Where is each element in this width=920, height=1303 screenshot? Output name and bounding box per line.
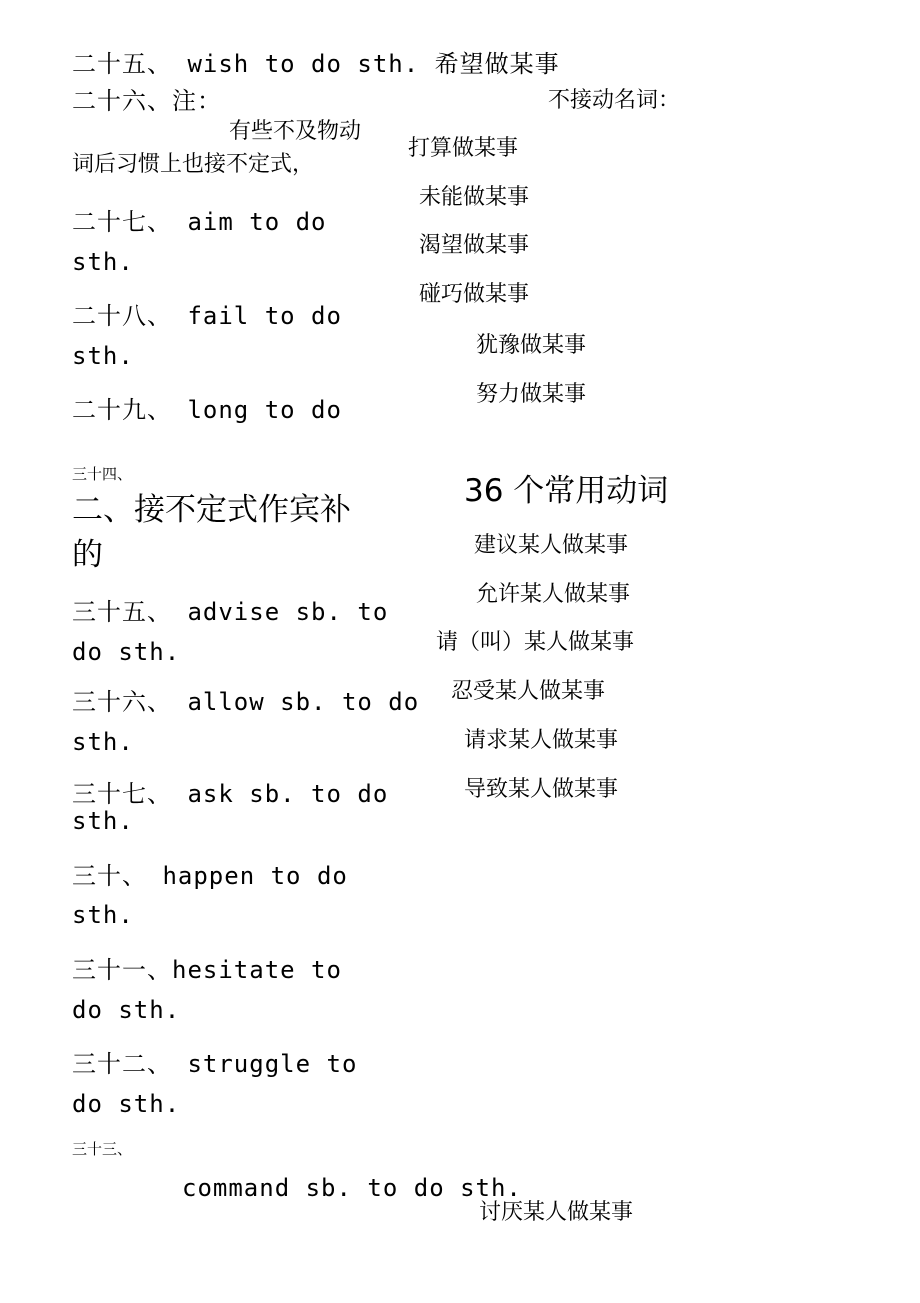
line-26-note-label: 二十六、注： xyxy=(72,87,222,115)
meaning-cause: 导致某人做某事 xyxy=(464,777,619,802)
line-25: 二十五、 wish to do sth. 希望做某事 xyxy=(72,50,560,78)
not-gerund-label: 不接动名词： xyxy=(548,88,681,113)
section-heading-cont: 的 xyxy=(72,537,103,573)
line-30-cont: sth. xyxy=(72,901,134,929)
section-heading: 二、接不定式作宾补 xyxy=(72,492,351,528)
line-27: 二十七、 aim to do xyxy=(72,208,327,236)
meaning-hesitate: 犹豫做某事 xyxy=(476,333,587,358)
meaning-struggle: 努力做某事 xyxy=(476,382,587,407)
line-35: 三十五、 advise sb. to xyxy=(72,598,389,626)
line-31: 三十一、hesitate to xyxy=(72,956,342,984)
line-29: 二十九、 long to do xyxy=(72,396,342,424)
meaning-fail: 未能做某事 xyxy=(419,185,530,210)
line-33-label: 三十三、 xyxy=(72,1140,133,1158)
line-32: 三十二、 struggle to xyxy=(72,1050,358,1078)
line-27-cont: sth. xyxy=(72,248,134,276)
line-37-clipped: 三十七、 ask sb. to do xyxy=(72,780,389,808)
line-35-cont: do sth. xyxy=(72,638,181,666)
line-36: 三十六、 allow sb. to do xyxy=(72,688,420,716)
meaning-intend: 打算做某事 xyxy=(408,136,519,161)
line-28-cont: sth. xyxy=(72,342,134,370)
meaning-bear: 忍受某人做某事 xyxy=(451,679,606,704)
meaning-advise: 建议某人做某事 xyxy=(474,533,629,558)
line-33-command: command sb. to do sth. xyxy=(182,1174,522,1202)
note-text-part1: 有些不及物动 xyxy=(229,119,362,144)
meaning-long: 渴望做某事 xyxy=(419,233,530,258)
line-36-cont: sth. xyxy=(72,728,134,756)
line-30: 三十、 happen to do xyxy=(72,862,348,890)
line-34-label: 三十四、 xyxy=(72,465,133,483)
meaning-hate: 讨厌某人做某事 xyxy=(479,1200,634,1225)
meaning-request: 请求某人做某事 xyxy=(464,728,619,753)
line-32-cont: do sth. xyxy=(72,1090,181,1118)
note-text-part2: 词后习惯上也接不定式， xyxy=(72,152,315,177)
line-28: 二十八、 fail to do xyxy=(72,302,342,330)
line-31-cont: do sth. xyxy=(72,996,181,1024)
meaning-ask: 请（叫）某人做某事 xyxy=(436,630,635,655)
meaning-allow: 允许某人做某事 xyxy=(476,582,631,607)
right-heading: 36 个常用动词 xyxy=(464,473,669,509)
meaning-happen: 碰巧做某事 xyxy=(419,282,530,307)
line-37-cont: sth. xyxy=(72,807,134,835)
